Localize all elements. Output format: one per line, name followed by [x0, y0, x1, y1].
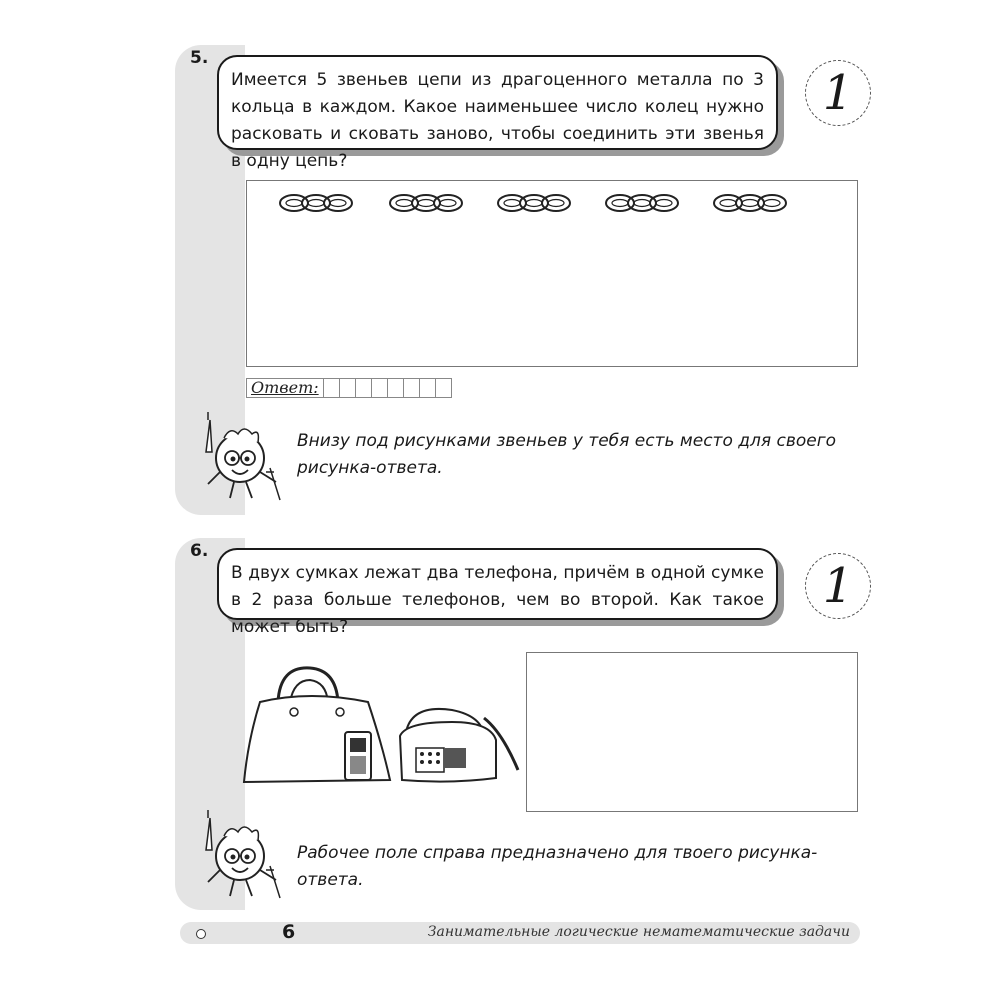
chain-link-icon	[496, 189, 572, 217]
task-6-hint: Рабочее поле справа предназначено для твоего рисунка-ответа.	[297, 843, 818, 890]
answer-cell[interactable]	[356, 378, 372, 398]
chain-link-icon	[388, 189, 464, 217]
answer-cell[interactable]	[388, 378, 404, 398]
task-6-number: 6.	[190, 541, 209, 561]
footer-bullet-icon	[196, 929, 206, 939]
chain-link-icon	[712, 189, 788, 217]
chain-link-icon	[604, 189, 680, 217]
shoulder-bag-icon	[400, 709, 518, 782]
task-6-question: В двух сумках лежат два телефона, причём в одной сумке в 2 раза больше телефонов, чем во второй. Как такое может быть?	[217, 548, 778, 620]
task-6-drawing-area[interactable]	[526, 652, 858, 812]
chain-link-icon	[278, 189, 354, 217]
bags-illustration	[240, 660, 525, 795]
answer-cell[interactable]	[324, 378, 340, 398]
page-number: 6	[282, 921, 296, 943]
answer-cell[interactable]	[404, 378, 420, 398]
task-5-question: Имеется 5 звеньев цепи из драгоценного металла по 3 кольца в каждом. Какое наименьшее число колец нужно расковать и сковать заново, чтобы соединить эти звенья в одну цепь?	[217, 55, 778, 150]
phone-icon	[345, 732, 371, 780]
answer-cell[interactable]	[340, 378, 356, 398]
task-5-difficulty-score: 1	[805, 60, 871, 126]
mascot-icon	[196, 810, 288, 900]
task-5-answer-row	[246, 378, 452, 398]
task-5-hint: Внизу под рисунками звеньев у тебя есть место для своего рисунка-ответа.	[297, 431, 837, 478]
task-5-number: 5.	[190, 48, 209, 68]
answer-cell[interactable]	[372, 378, 388, 398]
answer-label: Ответ:	[246, 378, 324, 398]
mascot-icon	[196, 412, 288, 502]
answer-cell[interactable]	[436, 378, 452, 398]
task-6-difficulty-score: 1	[805, 553, 871, 619]
book-title: Занимательные логические нематематические задачи	[427, 924, 850, 940]
answer-cell[interactable]	[420, 378, 436, 398]
